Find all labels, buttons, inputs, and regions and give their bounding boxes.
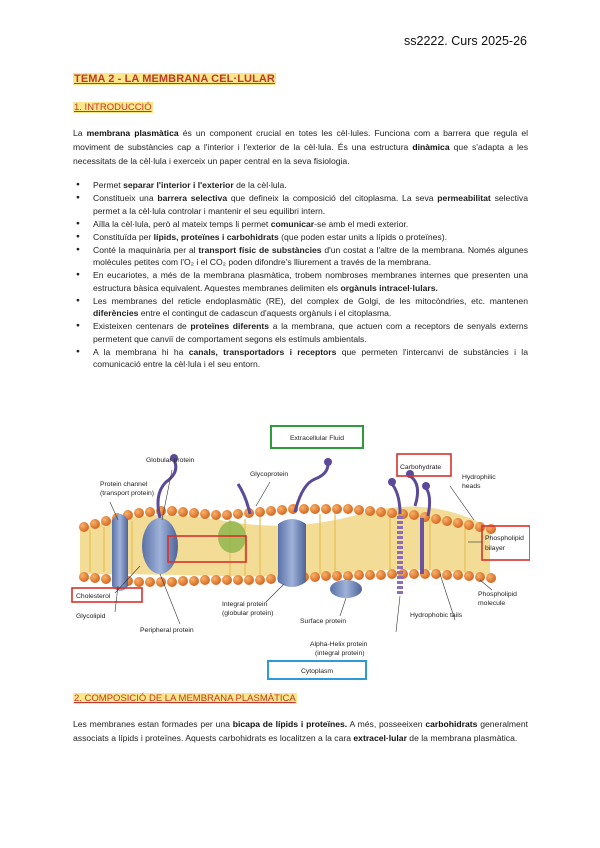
glycolipid-label: Glycolipid xyxy=(76,613,106,620)
carbohydrate-label: Carbohydrate xyxy=(400,464,442,471)
globular-protein xyxy=(142,518,178,574)
list-item: ● En eucariotes, a més de la membrana plasmàtica, trobem nombroses membranes internes que presenten una estructura bàsica equivalent. Aquestes membranes delimiten els orgànuls intracel·lulars. xyxy=(73,269,528,294)
integral-protein xyxy=(278,519,306,587)
hydrophilic-heads-label: Hydrophilic xyxy=(462,474,496,481)
list-item: ● Existeixen centenars de proteïnes diferents a la membrana, que actuen com a receptors de senyals externs permetent que canviï de comportament segons els estímuls ambientals. xyxy=(73,320,528,345)
alpha-helix-label: Alpha-Helix protein xyxy=(310,641,368,648)
list-item: ● Aïlla la cèl·lula, però al mateix temps li permet comunicar-se amb el medi exterior. xyxy=(73,218,528,231)
integral-protein-label-2: (globular protein) xyxy=(222,610,274,617)
protein-channel-label-2: (transport protein) xyxy=(100,490,155,497)
protein-channel-label: Protein channel xyxy=(100,481,148,488)
hydrophilic-heads-label-2: heads xyxy=(462,483,481,490)
surface-protein xyxy=(330,580,362,598)
protein-channel xyxy=(112,514,128,591)
phospholipid-molecule-label-2: molecule xyxy=(478,600,506,607)
section-heading-introduccio: 1. INTRODUCCIÓ xyxy=(74,102,152,113)
list-item: ● Permet separar l'interior i l'exterior de la cèl·lula. xyxy=(73,179,528,192)
page-title: TEMA 2 - LA MEMBRANA CEL·LULAR xyxy=(74,73,275,85)
peripheral-protein-label: Peripheral protein xyxy=(140,627,194,634)
course-header: ss2222. Curs 2025-26 xyxy=(404,34,527,48)
extracellular-fluid-label: Extracellular Fluid xyxy=(289,435,345,442)
hydrophobic-tails-label: Hydrophobic tails xyxy=(410,612,463,619)
cytoplasm-label: Cytoplasm xyxy=(300,668,334,675)
integral-protein-label: Integral protein xyxy=(222,601,268,608)
phospholipid-bilayer-label-2: bilayer xyxy=(485,545,506,552)
cholesterol-label: Cholesterol xyxy=(76,593,111,600)
phospholipid-molecule-label: Phospholipid xyxy=(478,591,517,598)
intro-bullet-list xyxy=(73,179,528,371)
alpha-helix-label-2: (integral protein) xyxy=(315,650,365,657)
list-item: ● Constituïda per lípids, proteïnes i carbohidrats (que poden estar units a lípids o proteïnes). xyxy=(73,231,528,244)
cholesterol-area xyxy=(218,521,246,553)
glycoprotein-label: Glycoprotein xyxy=(250,471,289,478)
list-item: ● A la membrana hi ha canals, transportadors i receptors que permeten l'intercanvi de substàncies i la comunicació entre la cèl·lula i el seu entorn. xyxy=(73,346,528,371)
globular-protein-label: Globular protein xyxy=(146,457,195,464)
list-item: ● Conté la maquinària per al transport físic de substàncies d'un costat a l'altre de la membrana. Només algunes molècules petites com l'O₂ i el CO₂ poden difondre's lliurement a través de la membrana. xyxy=(73,244,528,269)
composition-paragraph: Les membranes estan formades per una bicapa de lípids i proteïnes. A més, posseeixen carbohidrats generalment associats a lípids i proteïnes. Aquests carbohidrats es localitzen a la cara extracel·lular de la membrana plasmàtica. xyxy=(73,719,528,743)
surface-protein-label: Surface protein xyxy=(300,618,347,625)
list-item: ● Constitueix una barrera selectiva que defineix la composició del citoplasma. La seva permeabilitat selectiva permet a la cèl·lula controlar i mantenir el seu equilibri intern. xyxy=(73,192,528,217)
membrane-diagram xyxy=(70,424,530,684)
section-heading-composicio: 2. COMPOSICIÓ DE LA MEMBRANA PLASMÀTICA xyxy=(74,693,296,704)
intro-paragraph: La membrana plasmàtica és un component crucial en totes les cèl·lules. Funciona com a barrera que regula el moviment de substàncies cap a l'interior i l'exterior de la cèl·lula. És una estructura dinàmica que s'adapta a les necessitats de la cèl·lula i exerceix un paper central en la seva fisiologia. xyxy=(73,128,529,166)
phospholipid-bilayer-label: Phospholipid xyxy=(485,535,524,542)
list-item: ● Les membranes del reticle endoplasmàtic (RE), del complex de Golgi, de les mitocòndries, etc. mantenen diferències entre el contingut de cadascun d'aquests orgànuls i el citoplasma. xyxy=(73,295,528,320)
